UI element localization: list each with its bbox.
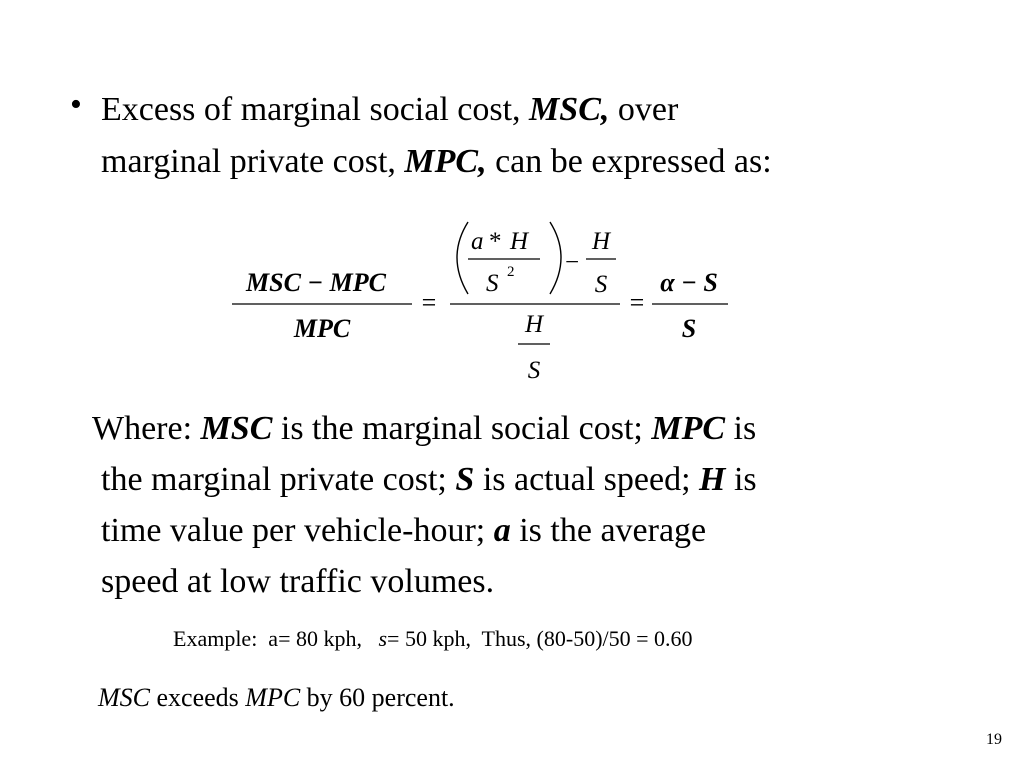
mpc-term: MPC, [404,143,487,180]
example-text: Example: a= 80 kph, [173,626,379,651]
msc-term: MSC [200,410,273,447]
var-a: a [471,228,484,255]
conclusion-line [98,683,455,713]
s-variable: s [378,626,388,651]
bullet-line-2 [101,136,772,187]
mpc-term: MPC [651,410,726,447]
where-text: the marginal private cost; [101,461,447,498]
msc-term: MSC, [529,91,610,128]
mpc-term: MPC [245,683,301,712]
lhs-numerator: MSC − MPC [245,268,387,297]
example-text: = 50 kph, Thus, (80-50)/50 = 0.60 [387,626,693,651]
where-text: is [733,410,757,447]
where-text: is [733,461,757,498]
page-number: 19 [986,731,1002,748]
where-line-2 [101,454,757,505]
a-term: a [493,512,511,549]
bullet-text: over [617,91,679,128]
bullet-line-1 [101,84,678,135]
conclusion-text: by 60 percent. [300,683,455,712]
bullet-text: Excess of marginal social cost, [101,91,521,128]
bullet-text: can be expressed as: [495,143,772,180]
h-term: H [699,461,726,498]
where-text: is the average [519,512,707,549]
where-text: is the marginal social cost; [280,410,643,447]
rhs-denominator: S [681,314,697,343]
where-text: speed at low traffic volumes. [101,563,495,600]
excess-cost-equation [220,210,760,390]
var-s: S [486,270,499,297]
multiply-star: * [489,228,502,255]
where-text: Where: [92,410,193,447]
var-h: H [510,228,529,255]
conclusion-text: exceeds [150,683,246,712]
where-line-4 [101,556,494,607]
lhs-denominator: MPC [293,314,351,343]
msc-term: MSC [98,683,150,712]
where-text: time value per vehicle-hour; [101,512,486,549]
right-paren [550,222,561,294]
example-line [173,626,693,652]
equals-sign: = [629,288,645,317]
s-term: S [455,461,475,498]
rhs-numerator: α − S [660,268,718,297]
where-text: is actual speed; [482,461,691,498]
bullet-text: marginal private cost, [101,143,396,180]
var-h: H [591,228,611,255]
bullet-marker: • [70,86,82,123]
where-line-1 [92,403,756,454]
left-paren [457,222,468,294]
equals-sign: = [421,288,437,317]
exponent: 2 [507,264,515,280]
where-line-3 [101,505,706,556]
var-s: S [527,357,541,384]
minus-sign: − [564,249,580,276]
var-s: S [594,271,608,298]
var-h: H [524,311,544,338]
